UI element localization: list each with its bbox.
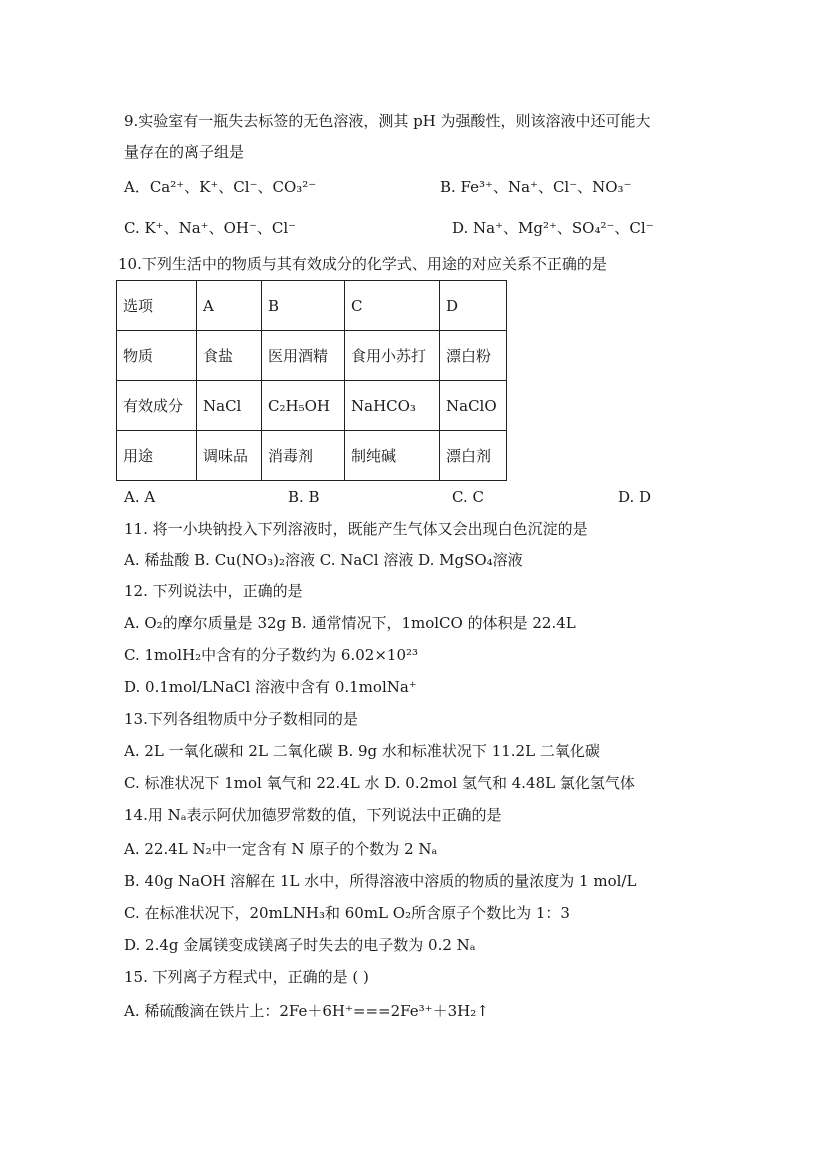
q12-option-c: C. 1molH₂中含有的分子数约为 6.02×10²³ [124, 646, 419, 664]
table-cell: 制纯碱 [345, 431, 440, 481]
q13-option-cd: C. 标准状况下 1mol 氧气和 22.4L 水 D. 0.2mol 氢气和 4.48L 氯化氢气体 [124, 774, 635, 792]
q13-option-ab: A. 2L 一氧化碳和 2L 二氧化碳 B. 9g 水和标准状况下 11.2L 二氧化碳 [124, 742, 600, 760]
table-row [117, 381, 507, 431]
table-cell: 漂白粉 [440, 331, 507, 381]
q10-option-a: A. A [124, 488, 156, 506]
q9-option-c: C. K⁺、Na⁺、OH⁻、Cl⁻ [124, 219, 297, 237]
q10-stem: 10.下列生活中的物质与其有效成分的化学式、用途的对应关系不正确的是 [118, 255, 607, 273]
table-row [117, 431, 507, 481]
q12-option-d: D. 0.1mol/LNaCl 溶液中含有 0.1molNa⁺ [124, 678, 417, 696]
table-cell: D [440, 281, 507, 331]
table-cell: A [197, 281, 262, 331]
q14-option-d: D. 2.4g 金属镁变成镁离子时失去的电子数为 0.2 Nₐ [124, 936, 476, 954]
q10-option-b: B. B [288, 488, 320, 506]
table-cell: 漂白剂 [440, 431, 507, 481]
table-cell: 医用酒精 [262, 331, 345, 381]
table-row [117, 331, 507, 381]
table-cell: 用途 [117, 431, 197, 481]
q9-option-d: D. Na⁺、Mg²⁺、SO₄²⁻、Cl⁻ [452, 219, 654, 237]
table-cell: B [262, 281, 345, 331]
q11-options: A. 稀盐酸 B. Cu(NO₃)₂溶液 C. NaCl 溶液 D. MgSO₄溶液 [124, 551, 523, 569]
table-cell: 食用小苏打 [345, 331, 440, 381]
table-cell: C₂H₅OH [262, 381, 345, 431]
q13-stem: 13.下列各组物质中分子数相同的是 [124, 710, 358, 728]
table-cell: 选项 [117, 281, 197, 331]
table-row [117, 281, 507, 331]
q10-option-d: D. D [618, 488, 652, 506]
q14-stem: 14.用 Nₐ表示阿伏加德罗常数的值，下列说法中正确的是 [124, 806, 502, 824]
q14-option-b: B. 40g NaOH 溶解在 1L 水中，所得溶液中溶质的物质的量浓度为 1 mol/L [124, 872, 637, 890]
q15-option-a: A. 稀硫酸滴在铁片上：2Fe＋6H⁺===2Fe³⁺＋3H₂↑ [124, 1002, 489, 1020]
q12-option-ab: A. O₂的摩尔质量是 32g B. 通常情况下，1molCO 的体积是 22.4L [124, 614, 576, 632]
table-cell: NaClO [440, 381, 507, 431]
table-cell: 食盐 [197, 331, 262, 381]
q14-option-a: A. 22.4L N₂中一定含有 N 原子的个数为 2 Nₐ [124, 840, 438, 858]
q15-stem: 15. 下列离子方程式中，正确的是 ( ) [124, 968, 369, 986]
table-cell: 物质 [117, 331, 197, 381]
table-cell: 调味品 [197, 431, 262, 481]
q10-option-c: C. C [452, 488, 484, 506]
q11-stem: 11. 将一小块钠投入下列溶液时，既能产生气体又会出现白色沉淀的是 [124, 520, 588, 538]
q12-stem: 12. 下列说法中，正确的是 [124, 582, 303, 600]
q9-option-a: A．Ca²⁺、K⁺、Cl⁻、CO₃²⁻ [124, 178, 317, 196]
table-cell: C [345, 281, 440, 331]
q10-table [116, 280, 507, 481]
table-cell: 消毒剂 [262, 431, 345, 481]
table-cell: NaHCO₃ [345, 381, 440, 431]
q9-option-b: B. Fe³⁺、Na⁺、Cl⁻、NO₃⁻ [440, 178, 632, 196]
table-cell: NaCl [197, 381, 262, 431]
q9-stem-line1: 9.实验室有一瓶失去标签的无色溶液，测其 pH 为强酸性，则该溶液中还可能大 [124, 112, 651, 130]
table-cell: 有效成分 [117, 381, 197, 431]
q9-stem-line2: 量存在的离子组是 [124, 143, 245, 161]
q14-option-c: C. 在标准状况下，20mLNH₃和 60mL O₂所含原子个数比为 1：3 [124, 904, 570, 922]
